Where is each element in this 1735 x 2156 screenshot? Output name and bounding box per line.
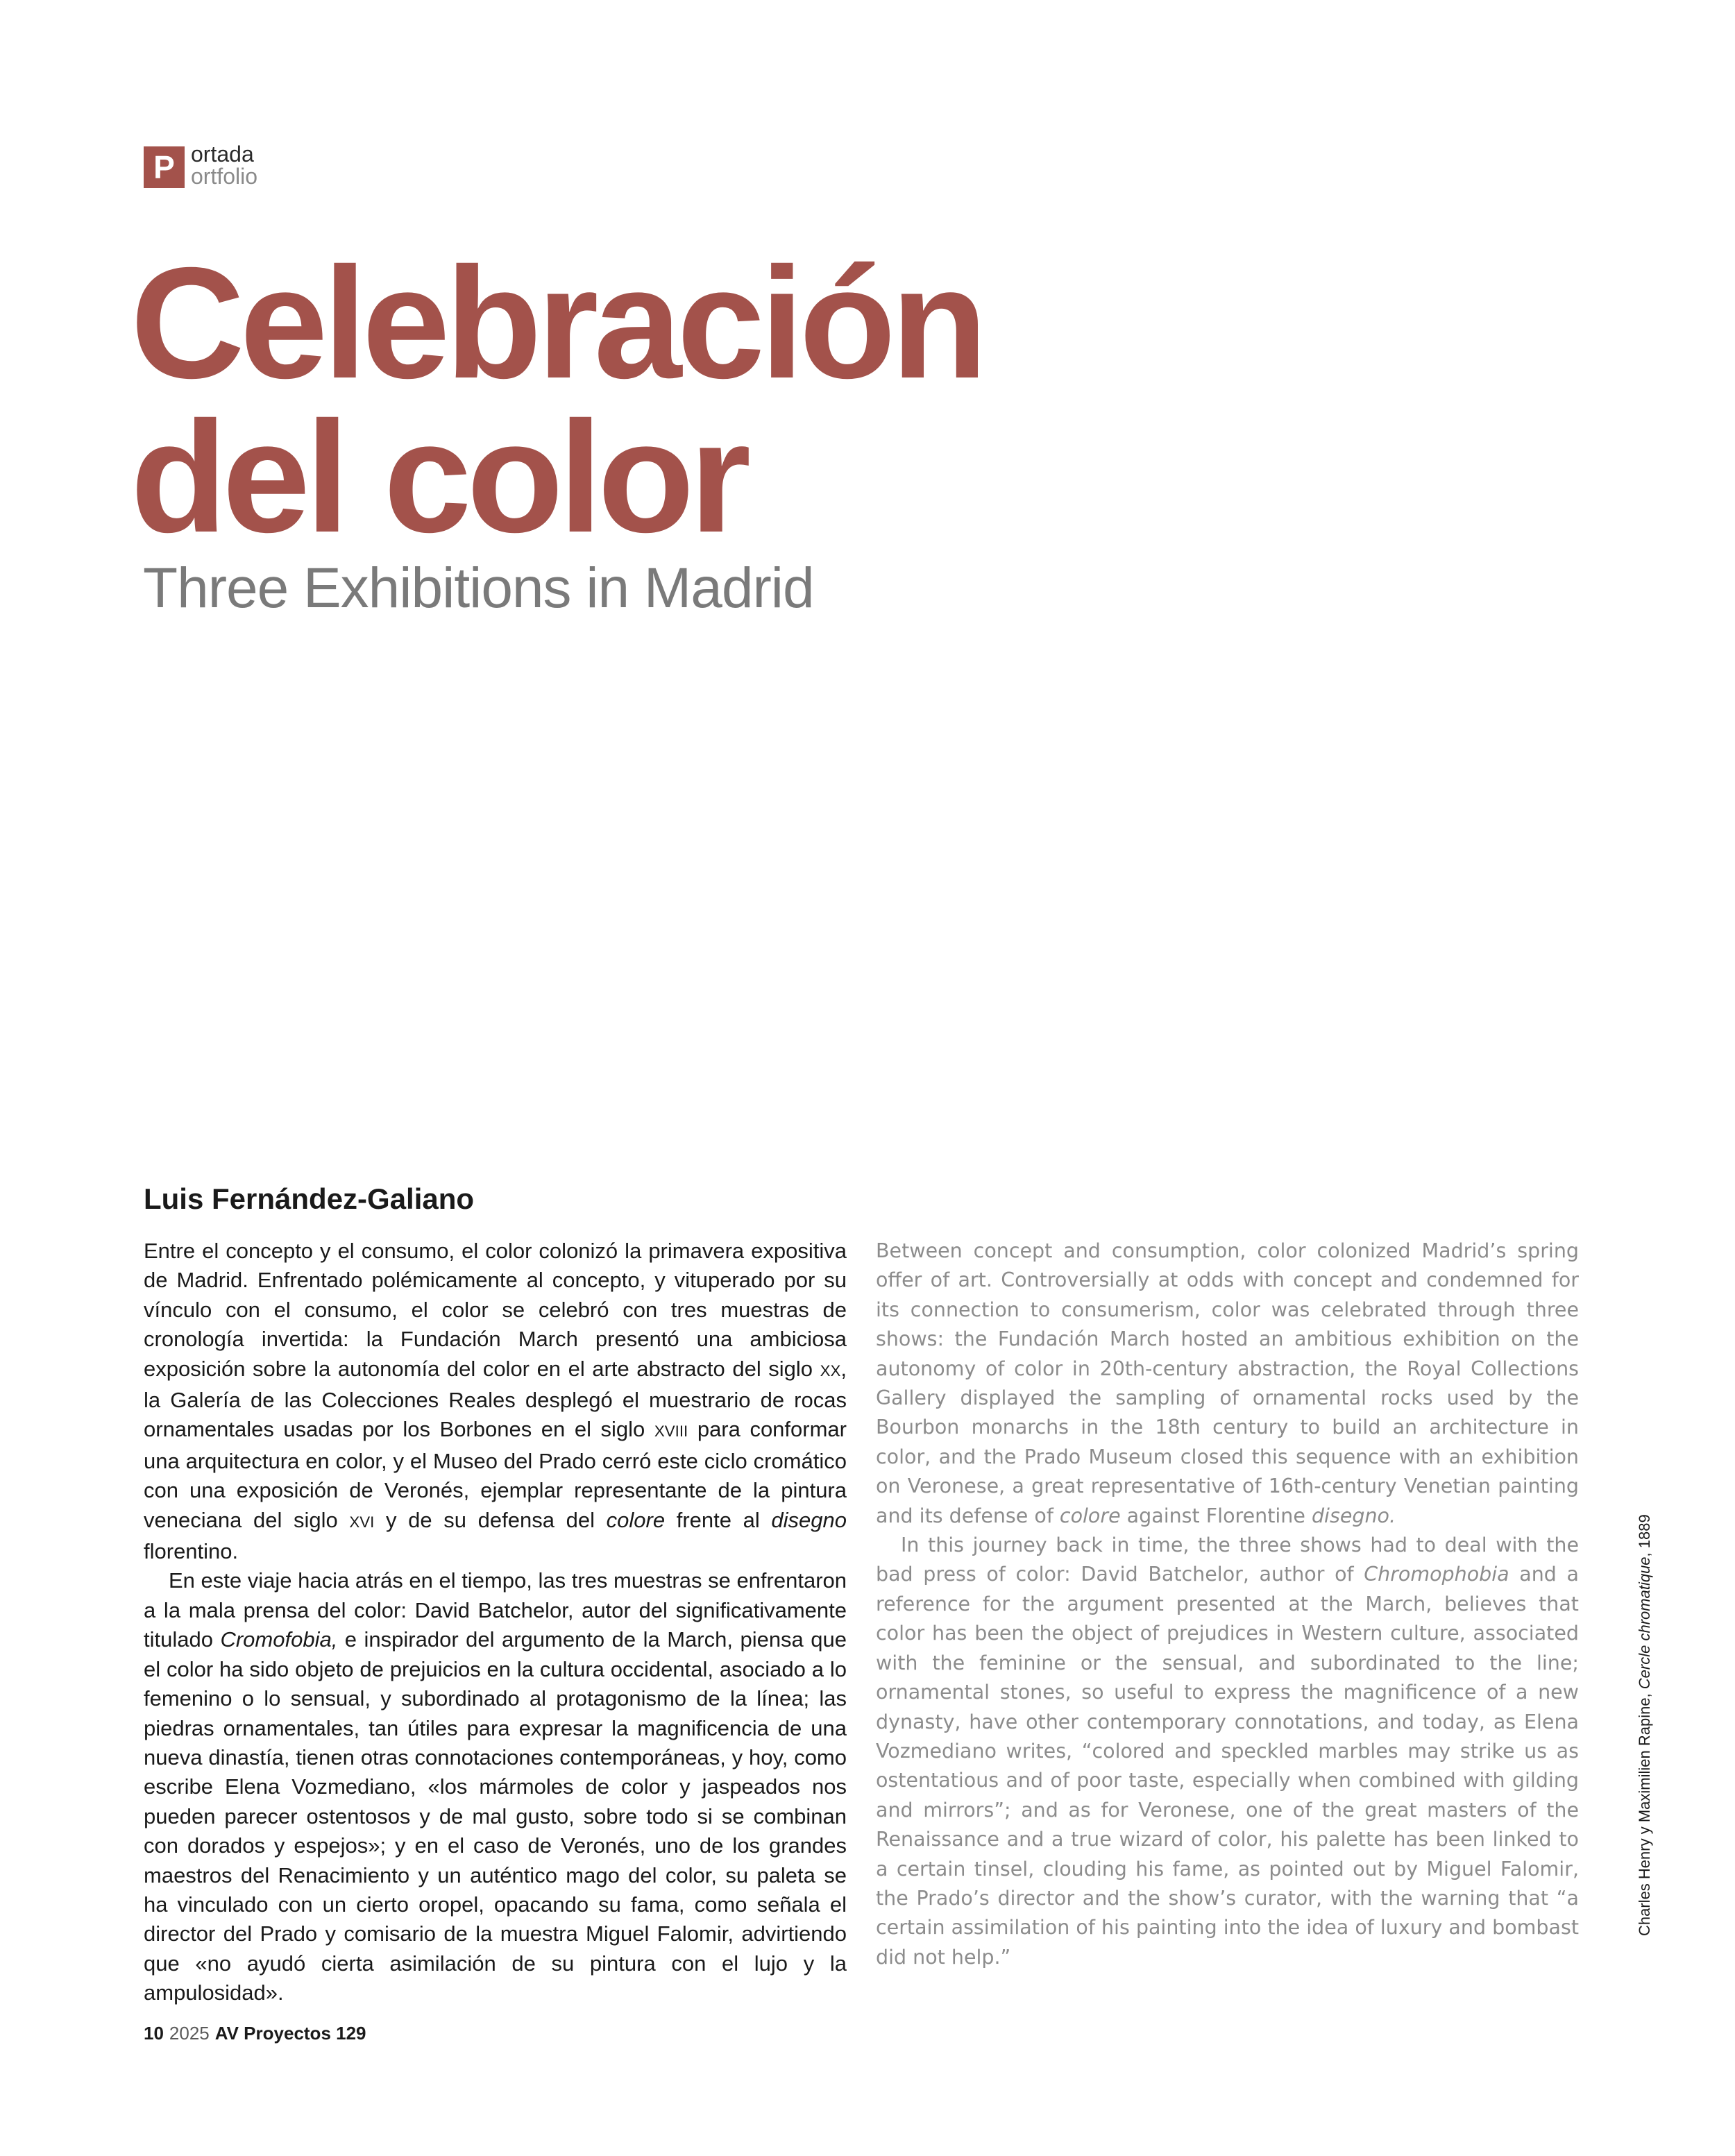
caption-work-title: Cercle chromatique [1636, 1556, 1653, 1690]
magazine-name: AV Proyectos 129 [214, 2023, 366, 2044]
italic-term: colore [606, 1507, 666, 1532]
text-run: , la Galería de las Colecciones Reales desplegó el muestrario de rocas ornamentales usadas por los Borbones en el siglo [144, 1356, 847, 1442]
article-subtitle: Three Exhibitions in Madrid [143, 557, 814, 620]
caption-credit: Charles Henry y Maximilien Rapine, [1636, 1689, 1653, 1936]
article-title-line-2: del color [130, 389, 747, 566]
article-title [130, 235, 1171, 566]
caption-year: , 1889 [1636, 1514, 1653, 1557]
issue-year: 2025 [169, 2023, 210, 2044]
section-name-secondary: ortfolio [191, 164, 258, 189]
text-run: against Florentine [1120, 1504, 1312, 1527]
english-paragraph-2 [876, 1531, 1579, 1972]
century-numeral: XVI [349, 1513, 375, 1531]
text-run: Between concept and consumption, color colonized Madrid’s spring offer of art. Controversially at odds with concept and condemned for its connection to consumerism, color was celebrated through three shows: the Fundación March hosted an ambitious exhibition on the autonomy of color in 20th-century abstraction, the Royal Collections Gallery displayed the sampling of ornamental rocks used by the Bourbon monarchs in the 18th century to build an architecture in color, and the Prado Museum closed this sequence with an exhibition on Veronese, a great representative of 16th-century Venetian painting and its defense of [876, 1239, 1579, 1527]
section-name-primary: ortada [191, 142, 254, 167]
text-run: En este viaje hacia atrás en el tiempo, las tres muestras se enfrentaron a la mala prensa del color: David Batchelor, autor del significativamente titulado [144, 1568, 847, 1652]
english-text-column [876, 1237, 1579, 1972]
page-folio [144, 2023, 366, 2044]
text-run: para conformar una arquitectura en color, y el Museo del Prado cerró este ciclo cromático con una exposición de Veronés, ejemplar representante de la pintura veneciana del siglo [144, 1417, 847, 1532]
spanish-text-column [144, 1237, 847, 2008]
text-run: e inspirador del argumento de la March, piensa que el color ha sido objeto de prejuicios en la cultura occidental, asociado a lo femenino o lo sensual, y subordinado al protagonismo de la línea; las piedras ornamentales, tan útiles para expresar la magnificencia de una nueva dinastía, tienen otras connotaciones contemporáneas, y hoy, como escribe Elena Vozmediano, «los mármoles de color y jaspeados nos pueden parecer ostentosos y de mal gusto, sobre todo si se combinan con dorados y espejos»; y en el caso de Veronés, uno de los grandes maestros del Renacimiento y un auténtico mago del color, su paleta se ha vinculado con un cierto oropel, opacando su fama, como señala el director del Prado y comisario de la muestra Miguel Falomir, advirtiendo que «no ayudó cierta asimilación de su pintura con el lujo y la ampulosidad». [144, 1627, 847, 2005]
italic-book-title: Cromofobia, [220, 1627, 338, 1652]
page-number: 10 [144, 2023, 164, 2044]
italic-term: disegno. [1311, 1504, 1396, 1527]
image-credit-caption [1636, 1514, 1654, 1936]
spanish-paragraph-1 [144, 1237, 847, 1566]
text-run: Entre el concepto y el consumo, el color colonizó la primavera expositiva de Madrid. Enfrentado polémicamente al concepto, y vituperado por su vínculo con el consumo, el color se celebró con tres muestras de cronología invertida: la Fundación March presentó una ambiciosa exposición sobre la autonomía del color en el arte abstracto del siglo [144, 1239, 847, 1381]
italic-book-title: Chromophobia [1364, 1563, 1509, 1586]
english-paragraph-1 [876, 1237, 1579, 1531]
text-run: y de su defensa del [374, 1507, 607, 1532]
section-letter-badge: P [144, 146, 185, 188]
text-run: frente al [665, 1507, 772, 1532]
century-numeral: XX [820, 1361, 841, 1380]
text-run: florentino. [144, 1539, 239, 1564]
article-title-line-1: Celebración [130, 235, 983, 411]
italic-term: disegno [771, 1507, 847, 1532]
spanish-paragraph-2 [144, 1566, 847, 2008]
text-run: and a reference for the argument presented at the March, believes that color has been the object of prejudices in Western culture, associated with the feminine or the sensual, and subordinated to the line; ornamental stones, so useful to express the magnificence of a new dynasty, have other contemporary connotations, and today, as Elena Vozmediano writes, “colored and speckled marbles may strike us as ostentatious and of poor taste, especially when combined with gilding and mirrors”; and as for Veronese, one of the great masters of the Renaissance and a true wizard of color, his palette has been linked to a certain tinsel, clouding his fame, as pointed out by Miguel Falomir, the Prado’s director and the show’s curator, with the warning that “a certain assimilation of his painting into the idea of luxury and bombast did not help.” [876, 1563, 1579, 1969]
century-numeral: XVIII [654, 1423, 688, 1441]
author-byline: Luis Fernández-Galiano [144, 1182, 475, 1215]
italic-term: colore [1059, 1504, 1121, 1527]
text-run: In this journey back in time, the three shows had to deal with the bad press of color: David Batchelor, author of [876, 1534, 1579, 1586]
